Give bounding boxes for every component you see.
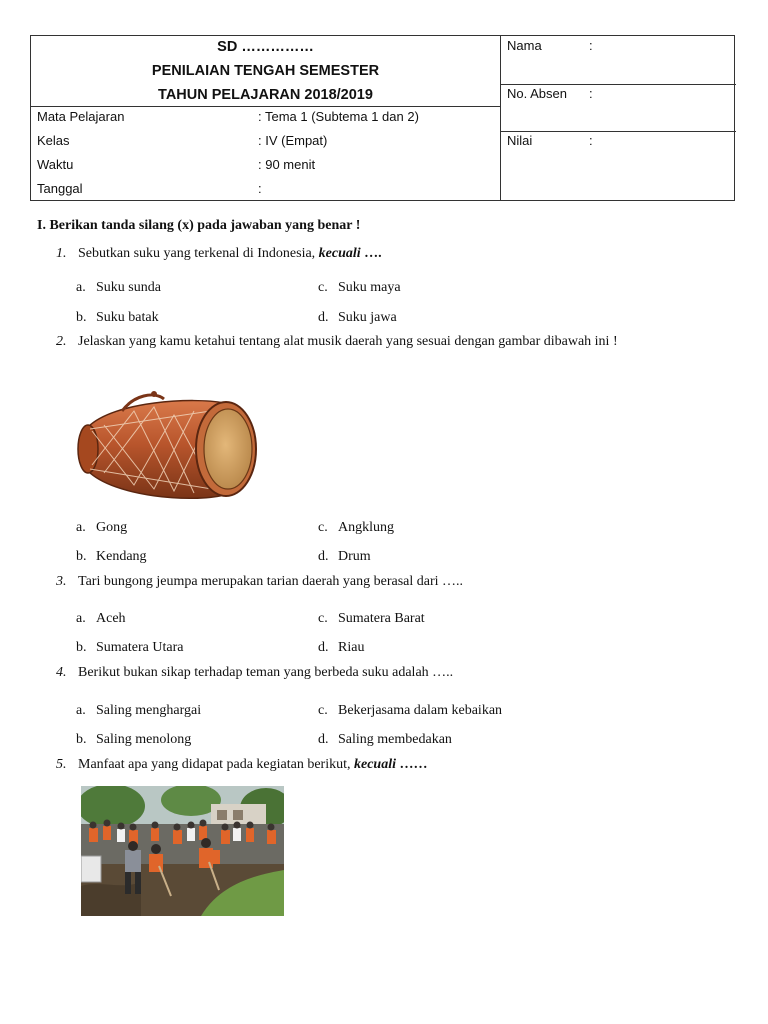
school-name: SD …………… (217, 39, 314, 55)
question-text: Tari bungong jeumpa merupakan tarian daerah yang berasal dari ….. (78, 574, 464, 589)
table-divider (500, 131, 736, 132)
score-field: : (589, 133, 593, 148)
option-c[interactable]: c. Bekerjasama dalam kebaikan (318, 703, 503, 718)
question-number: 4. (56, 665, 67, 680)
option-c[interactable]: c. Angklung (318, 520, 394, 535)
option-d[interactable]: d. Saling membedakan (318, 732, 452, 747)
question-text: Sebutkan suku yang terkenal di Indonesia, (78, 246, 319, 261)
option-c[interactable]: c. Suku maya (318, 280, 401, 295)
class-label: Kelas (37, 133, 70, 148)
question-number: 5. (56, 757, 67, 772)
table-divider (500, 84, 736, 85)
question-tail: …… (396, 757, 428, 772)
question-text: Berikut bukan sikap terhadap teman yang berbeda suku adalah ….. (78, 665, 454, 680)
question-text: Jelaskan yang kamu ketahui tentang alat musik daerah yang sesuai dengan gambar dibawah ini ! (78, 334, 618, 349)
option-d[interactable]: d. Drum (318, 549, 371, 564)
table-divider (31, 106, 500, 107)
class-value: : IV (Empat) (258, 133, 328, 148)
time-label: Waktu (37, 157, 74, 172)
name-field: : (589, 38, 593, 53)
question-number: 1. (56, 246, 67, 261)
absen-field: : (589, 86, 593, 101)
question-tail: …. (360, 246, 382, 261)
option-a[interactable]: a. Saling menghargai (76, 703, 202, 718)
option-b[interactable]: b. Sumatera Utara (76, 640, 184, 655)
option-a[interactable]: a. Aceh (76, 611, 126, 626)
option-a[interactable]: a. Gong (76, 520, 128, 535)
date-value: : (258, 181, 262, 196)
date-label: Tanggal (37, 181, 83, 196)
question-3 (56, 574, 463, 590)
question-emphasis: kecuali (354, 757, 396, 772)
option-d[interactable]: d. Riau (318, 640, 365, 655)
name-label: Nama (507, 38, 542, 53)
score-label: Nilai (507, 133, 533, 148)
kendang-drum-illustration (74, 385, 260, 505)
subject-label: Mata Pelajaran (37, 109, 125, 124)
question-number: 3. (56, 574, 67, 589)
question-text: Manfaat apa yang didapat pada kegiatan berikut, (78, 757, 354, 772)
question-2 (56, 334, 618, 350)
question-4 (56, 665, 453, 681)
subject-value: : Tema 1 (Subtema 1 dan 2) (258, 109, 419, 124)
question-emphasis: kecuali (318, 246, 361, 261)
option-d[interactable]: d. Suku jawa (318, 310, 397, 325)
question-5 (56, 757, 428, 773)
option-b[interactable]: b. Suku batak (76, 310, 159, 325)
academic-year: TAHUN PELAJARAN 2018/2019 (158, 87, 373, 103)
time-value: : 90 menit (258, 157, 316, 172)
community-work-photo (81, 786, 284, 916)
option-b[interactable]: b. Saling menolong (76, 732, 192, 747)
exam-title: PENILAIAN TENGAH SEMESTER (151, 63, 380, 79)
option-b[interactable]: b. Kendang (76, 549, 147, 564)
table-divider (500, 36, 501, 200)
exam-header-table (30, 35, 735, 201)
option-c[interactable]: c. Sumatera Barat (318, 611, 425, 626)
section-title: I. Berikan tanda silang (x) pada jawaban yang benar ! (37, 218, 361, 233)
absen-label: No. Absen (507, 86, 567, 101)
question-1 (56, 246, 382, 262)
option-a[interactable]: a. Suku sunda (76, 280, 161, 295)
question-number: 2. (56, 334, 67, 349)
